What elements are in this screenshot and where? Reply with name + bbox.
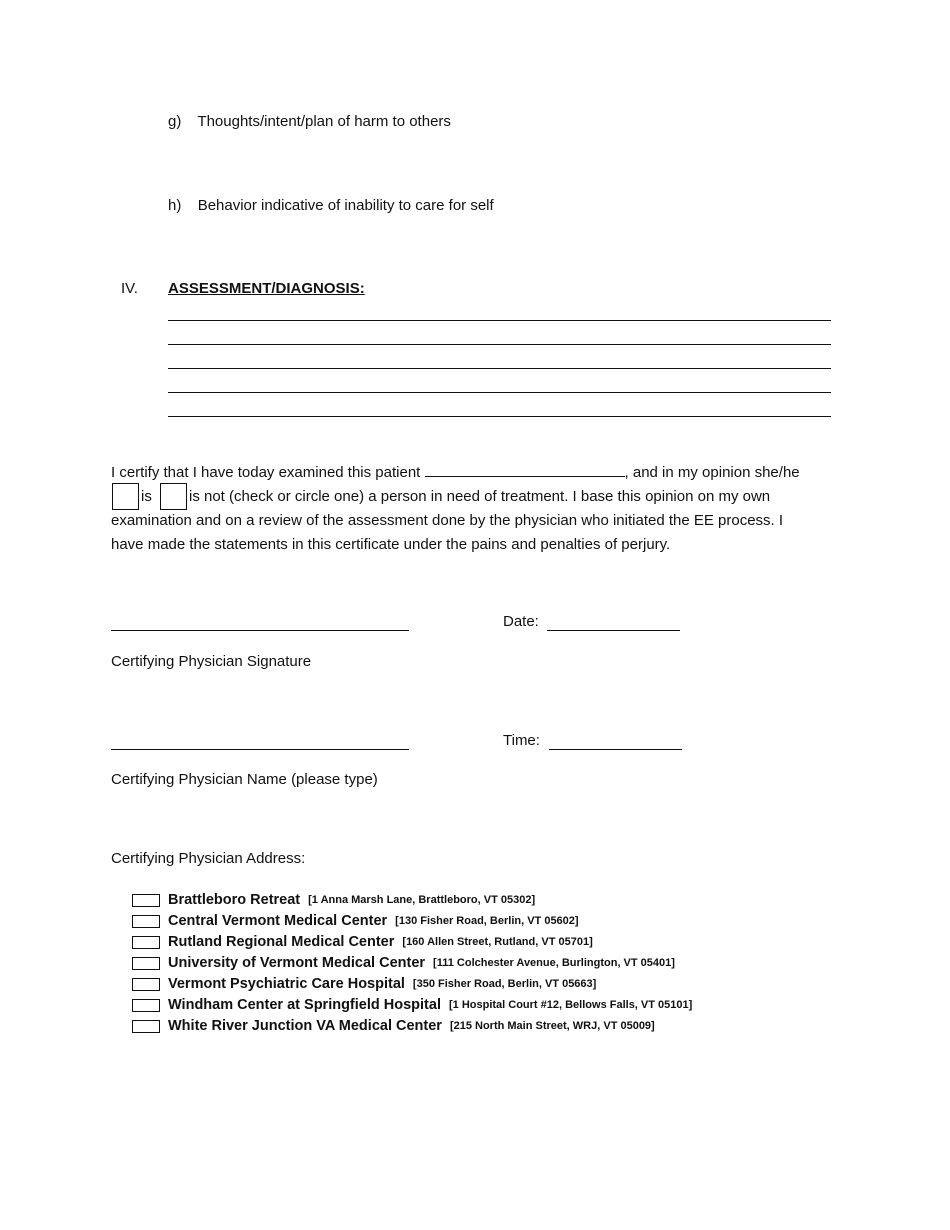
signature-field[interactable] (111, 630, 409, 631)
hospital-name: Brattleboro Retreat (168, 892, 301, 908)
address-label: Certifying Physician Address: (111, 850, 306, 867)
physician-name-label: Certifying Physician Name (please type) (111, 771, 378, 788)
hospital-name: White River Junction VA Medical Center (168, 1018, 442, 1034)
opt-is-label: is (141, 488, 152, 505)
criteria-item-g (168, 113, 451, 130)
hospital-checkbox[interactable] (132, 1020, 160, 1033)
assessment-line[interactable] (168, 392, 831, 393)
certification-line-3: examination and on a review of the assessment done by the physician who initiated the EE process. I (111, 512, 784, 529)
hospital-checkbox[interactable] (132, 978, 160, 991)
hospital-option[interactable] (132, 932, 593, 952)
criteria-item-h (168, 197, 494, 214)
hospital-name: University of Vermont Medical Center (168, 955, 426, 971)
assessment-line[interactable] (168, 320, 831, 321)
section-numeral: IV. (121, 280, 138, 297)
hospital-address: [111 Colchester Avenue, Burlington, VT 05401] (433, 957, 675, 969)
physician-name-field[interactable] (111, 749, 409, 750)
criteria-text: Behavior indicative of inability to care for self (197, 197, 494, 214)
hospital-option[interactable] (132, 974, 596, 994)
hospital-name: Windham Center at Springfield Hospital (168, 997, 441, 1013)
hospital-name: Rutland Regional Medical Center (168, 934, 395, 950)
hospital-checkbox[interactable] (132, 999, 160, 1012)
patient-name-field[interactable] (425, 461, 625, 477)
hospital-checkbox[interactable] (132, 894, 160, 907)
hospital-address: [350 Fisher Road, Berlin, VT 05663] (412, 978, 597, 990)
hospital-option[interactable] (132, 1016, 655, 1036)
criteria-letter: h) (168, 197, 182, 214)
certification-line-4: have made the statements in this certificate under the pains and penalties of perjury. (111, 536, 671, 553)
is-not-checkbox[interactable] (160, 483, 187, 510)
assessment-line[interactable] (168, 344, 831, 345)
hospital-checkbox[interactable] (132, 936, 160, 949)
hospital-name: Vermont Psychiatric Care Hospital (168, 976, 405, 992)
signature-label: Certifying Physician Signature (111, 653, 312, 670)
hospital-address: [1 Hospital Court #12, Bellows Falls, VT 05101] (448, 999, 693, 1011)
criteria-letter: g) (168, 113, 182, 130)
hospital-address: [1 Anna Marsh Lane, Brattleboro, VT 05302] (308, 894, 536, 906)
hospital-option[interactable] (132, 911, 579, 931)
certification-line-1: I certify that I have today examined this patient , and in my opinion she/he (111, 461, 800, 485)
hospital-option[interactable] (132, 953, 675, 973)
hospital-name: Central Vermont Medical Center (168, 913, 388, 929)
hospital-address: [160 Allen Street, Rutland, VT 05701] (402, 936, 593, 948)
time-field[interactable] (549, 749, 682, 750)
assessment-line[interactable] (168, 416, 831, 417)
is-checkbox[interactable] (112, 483, 139, 510)
date-label: Date: (503, 613, 539, 630)
hospital-option[interactable] (132, 890, 535, 910)
hospital-option[interactable] (132, 995, 692, 1015)
assessment-heading: ASSESSMENT/DIAGNOSIS: (168, 280, 365, 297)
hospital-checkbox[interactable] (132, 915, 160, 928)
hospital-address: [215 North Main Street, WRJ, VT 05009] (449, 1020, 655, 1032)
criteria-text: Thoughts/intent/plan of harm to others (197, 113, 451, 130)
opt-is-not-label: is not (check or circle one) a person in need of treatment. I base this opinion on my own (189, 488, 771, 505)
hospital-checkbox[interactable] (132, 957, 160, 970)
time-label: Time: (503, 732, 540, 749)
hospital-address: [130 Fisher Road, Berlin, VT 05602] (395, 915, 579, 927)
assessment-line[interactable] (168, 368, 831, 369)
date-field[interactable] (547, 630, 680, 631)
